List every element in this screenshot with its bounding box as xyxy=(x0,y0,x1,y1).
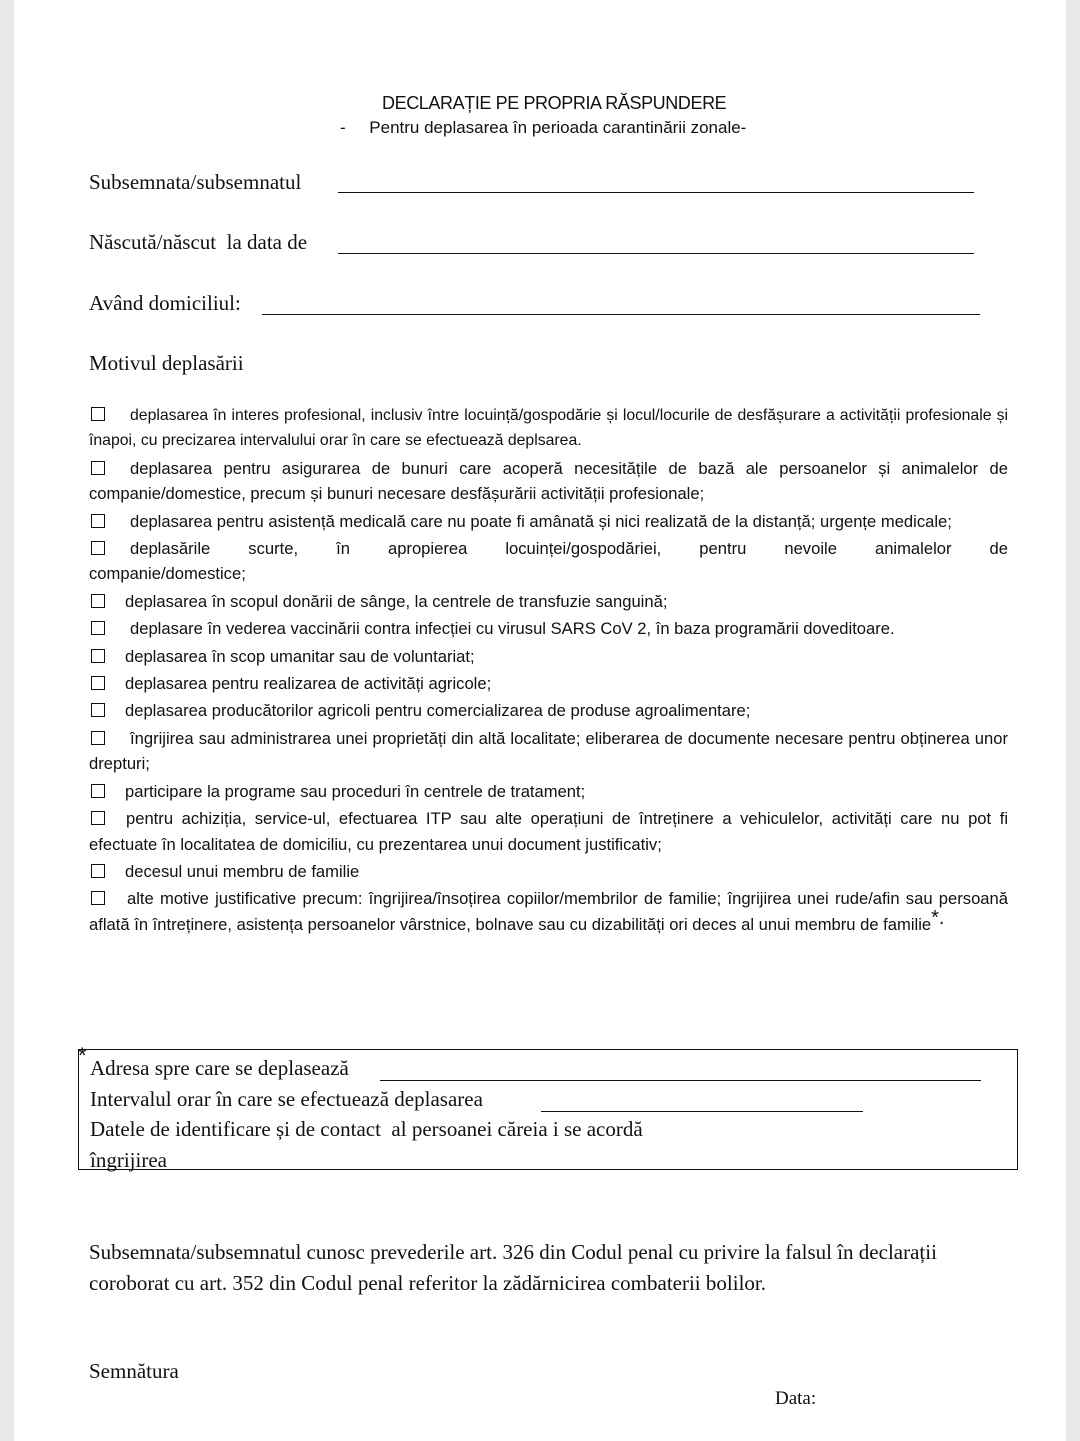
address-field[interactable] xyxy=(262,314,980,315)
interval-label: Intervalul orar în care se efectuează deplasarea xyxy=(90,1087,483,1111)
date-label: Data: xyxy=(775,1388,817,1409)
destination-field[interactable] xyxy=(380,1080,981,1081)
reason-item: participare la programe sau proceduri în centrele de tratament; xyxy=(89,779,1008,804)
signature-label: Semnătura xyxy=(89,1359,179,1383)
name-label: Subsemnata/subsemnatul xyxy=(89,170,302,194)
checkbox[interactable] xyxy=(91,514,105,528)
care-details-box xyxy=(78,1043,1018,1172)
reason-item: deplasare în vederea vaccinării contra infecției cu virusul SARS CoV 2, în baza programării doveditoare. xyxy=(89,616,1008,641)
reason-item: îngrijirea sau administrarea unei proprietăți din altă localitate; eliberarea de documente necesare pentru obținerea unor drepturi; xyxy=(89,728,1008,774)
name-field[interactable] xyxy=(338,192,974,193)
reason-item: deplasarea producătorilor agricoli pentru comercializarea de produse agroalimentare; xyxy=(89,698,1008,723)
checkbox[interactable] xyxy=(91,784,105,798)
reason-label: Motivul deplasării xyxy=(89,351,244,375)
address-label: Având domiciliul: xyxy=(89,291,241,315)
destination-label: Adresa spre care se deplasează xyxy=(90,1056,349,1080)
reason-item: deplasarea pentru asistență medicală care nu poate fi amânată și nici realizată de la distanță; urgențe medicale; xyxy=(89,509,1008,534)
checkbox[interactable] xyxy=(91,703,105,717)
checkbox[interactable] xyxy=(91,811,105,825)
document-title: DECLARAȚIE PE PROPRIA RĂSPUNDERE xyxy=(382,93,727,113)
checkbox[interactable] xyxy=(91,407,105,421)
document-page xyxy=(14,0,1066,1441)
footnote-mark: *. xyxy=(931,906,945,929)
checkbox[interactable] xyxy=(91,541,105,555)
reason-item: deplasarea în scop umanitar sau de voluntariat; xyxy=(89,644,1008,669)
checkbox[interactable] xyxy=(91,461,105,475)
reason-item: pentru achiziția, service-ul, efectuarea ITP sau alte operațiuni de întreținere a vehiculelor, activități care nu pot fi efectuate în localitatea de domiciliu, cu prezentarea unui document justificativ; xyxy=(89,809,1008,854)
checkbox[interactable] xyxy=(91,649,105,663)
person-label-continued: îngrijirea xyxy=(90,1148,167,1172)
footnote-marker: * xyxy=(78,1043,87,1068)
checkbox[interactable] xyxy=(91,621,105,635)
interval-field[interactable] xyxy=(541,1111,863,1112)
reason-item: deplasările scurte, în apropierea locuinței/gospodăriei, pentru nevoile animalelor de companie/domestice; xyxy=(89,539,1008,584)
reason-item: deplasarea pentru asigurarea de bunuri care acoperă necesitățile de bază ale persoanelor și animalelor de companie/domestice, precum și bunuri necesare desfășurării activității profesionale; xyxy=(89,458,1008,504)
birth-date-field[interactable] xyxy=(338,253,974,254)
reason-item: decesul unui membru de familie xyxy=(89,859,1008,884)
reasons-list xyxy=(89,403,1008,937)
person-label: Datele de identificare și de contact al persoanei căreia i se acordă xyxy=(90,1117,643,1141)
reason-item: alte motive justificative precum: îngrijirea/însoțirea copiilor/membrilor de familie; îngrijirea unei rude/afin sau persoană aflată în întreținere, asistența persoanelor vârstnice, bolnave sau cu dizabilități ori deces al unui membru de familie*. xyxy=(89,889,1008,934)
birth-label: Născută/născut la data de xyxy=(89,230,308,254)
declaration-text: Subsemnata/subsemnatul cunosc prevederile art. 326 din Codul penal cu privire la falsul în declarații coroborat cu art. 352 din Codul penal referitor la zădărnicirea combaterii bolilor. xyxy=(89,1240,937,1295)
checkbox[interactable] xyxy=(91,676,105,690)
reason-item: deplasarea pentru realizarea de activități agricole; xyxy=(89,671,1008,696)
reason-item: deplasarea în scopul donării de sânge, la centrele de transfuzie sanguină; xyxy=(89,589,1008,614)
checkbox[interactable] xyxy=(91,731,105,745)
document-subtitle: - Pentru deplasarea în perioada carantinării zonale- xyxy=(340,118,747,137)
checkbox[interactable] xyxy=(91,864,105,878)
checkbox[interactable] xyxy=(91,594,105,608)
reason-item: deplasarea în interes profesional, inclusiv între locuință/gospodărie și locul/locurile de desfășurare a activității profesionale și înapoi, cu precizarea intervalului orar în care se efectuează deplsarea. xyxy=(89,407,1008,450)
checkbox[interactable] xyxy=(91,891,105,905)
